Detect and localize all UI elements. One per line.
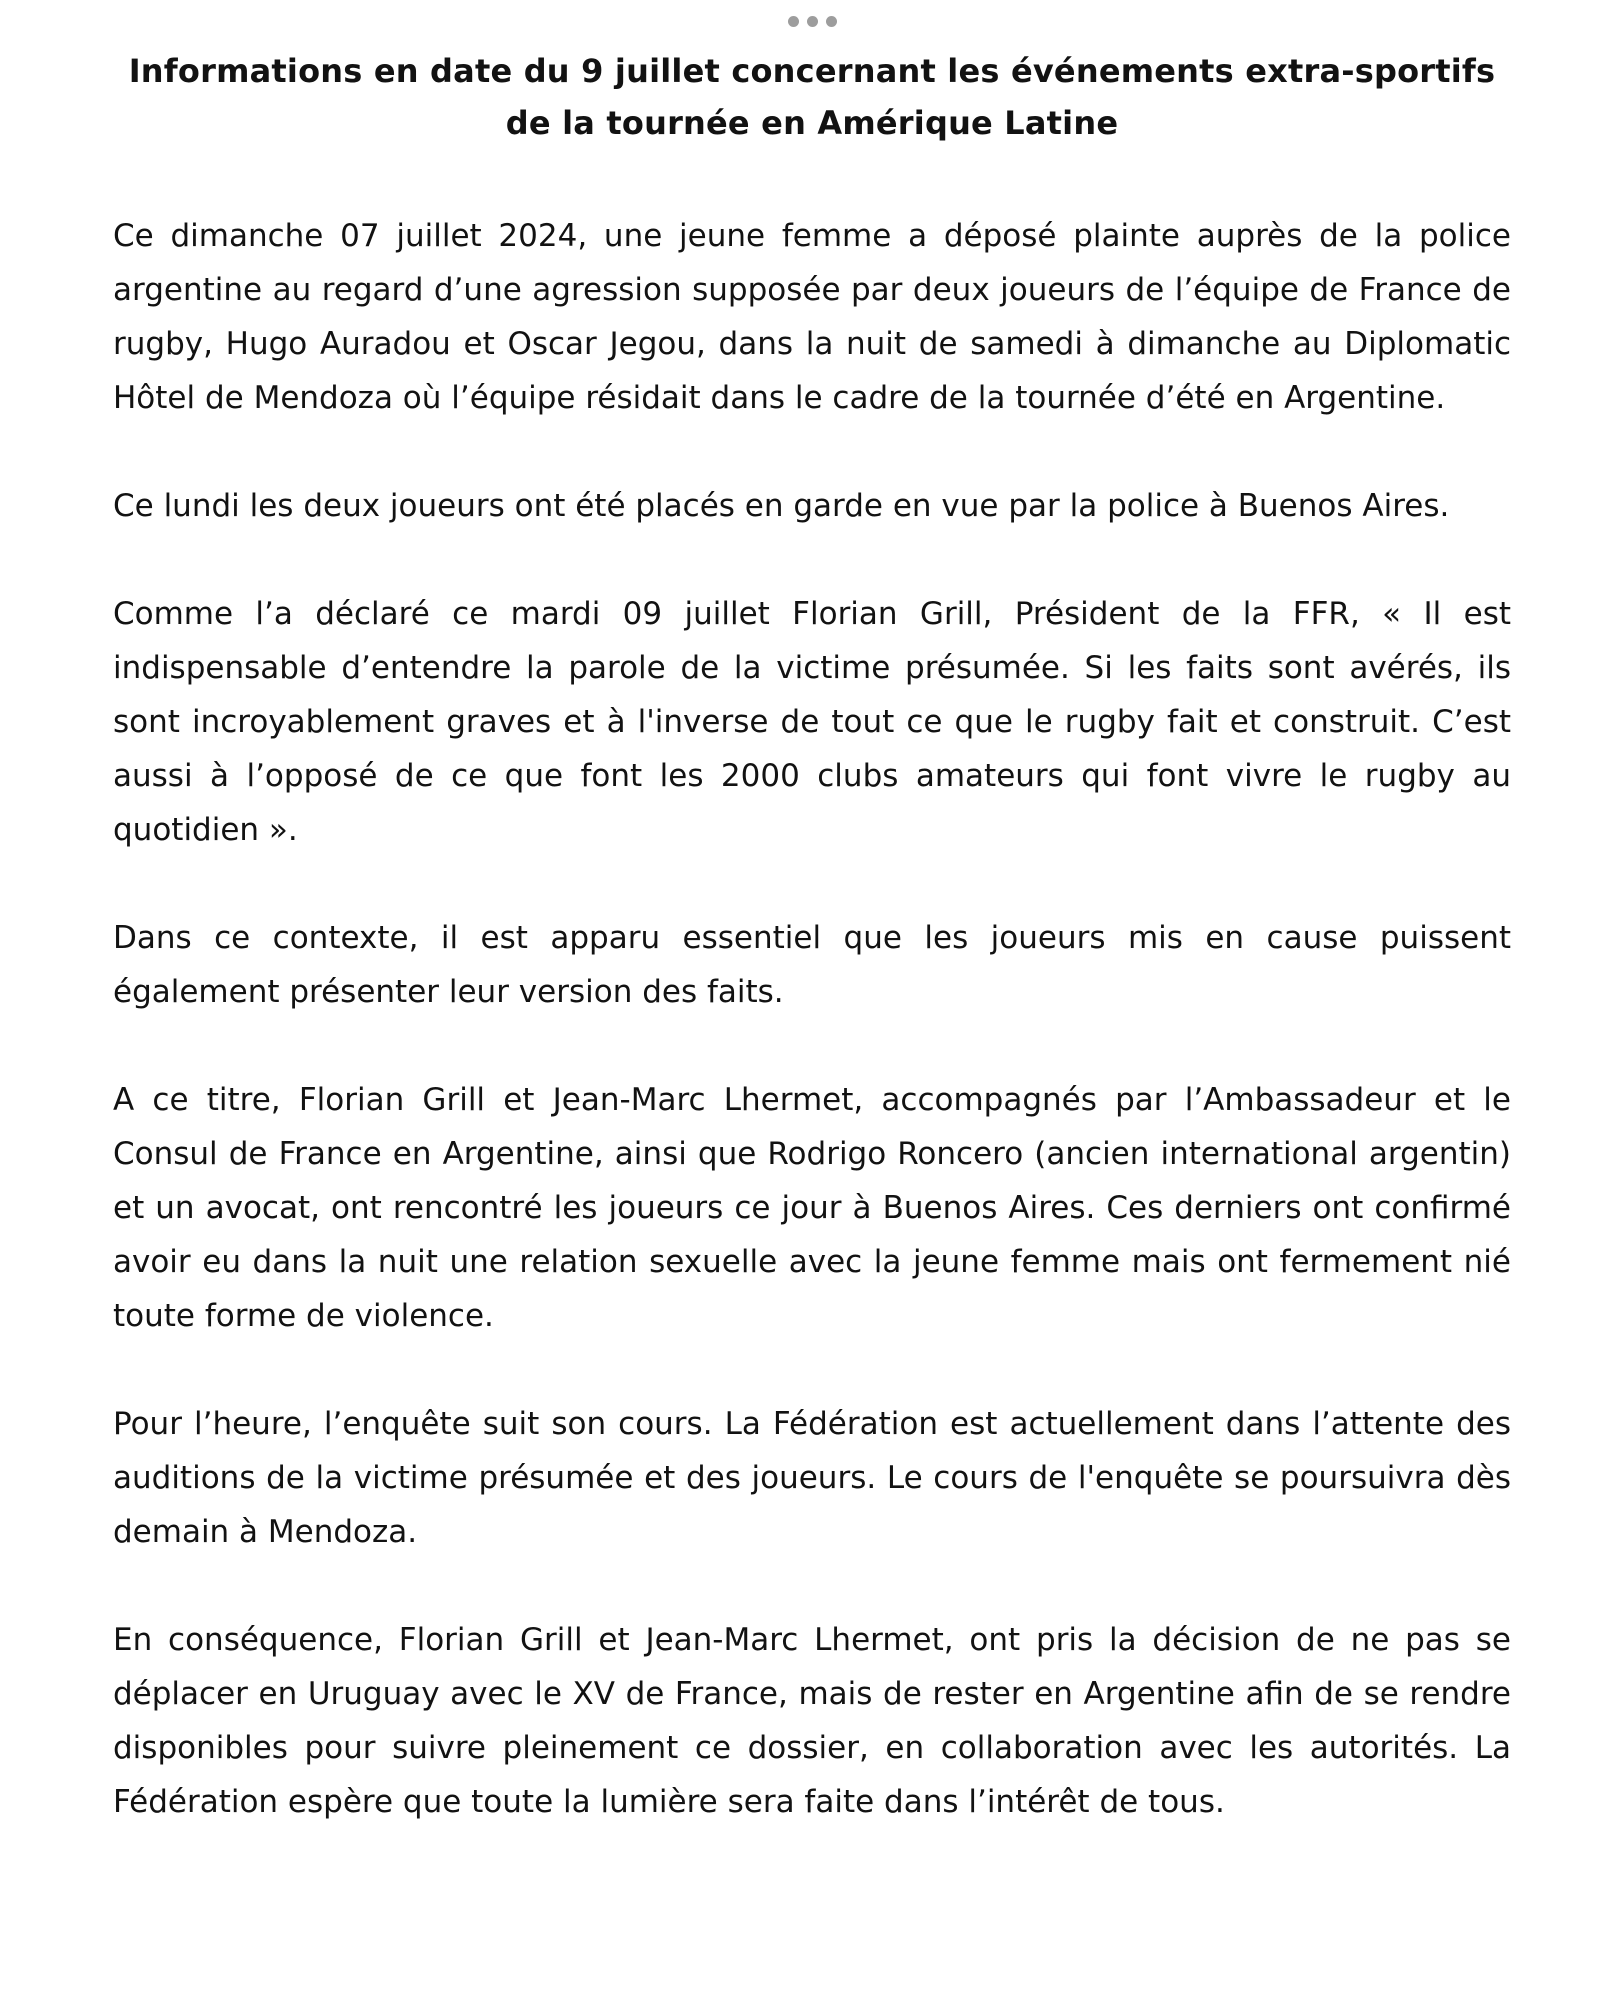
- paragraph-incident: Ce dimanche 07 juillet 2024, une jeune femme a déposé plainte auprès de la police argentine au regard d’une agression supposée par deux joueurs de l’équipe de France de rugby, Hugo Auradou et Oscar Jegou, dans la nuit de samedi à dimanche au Diplomatic Hôtel de Mendoza où l’équipe résidait dans le cadre de la tournée d’été en Argentine.: [113, 218, 1511, 416]
- paragraph-declaration-grill: Comme l’a déclaré ce mardi 09 juillet Florian Grill, Président de la FFR, « Il est indispensable d’entendre la parole de la victime présumée. Si les faits sont avérés, ils sont incroyablement graves et à l'inverse de tout ce que le rugby fait et construit. C’est aussi à l’opposé de ce que font les 2000 clubs amateurs qui font vivre le rugby au quotidien ».: [113, 596, 1511, 848]
- ellipsis-dot: [826, 16, 837, 27]
- paragraph-contexte: Dans ce contexte, il est apparu essentiel que les joueurs mis en cause puissent également présenter leur version des faits.: [113, 920, 1511, 1010]
- paragraph-decision: En conséquence, Florian Grill et Jean-Marc Lhermet, ont pris la décision de ne pas se déplacer en Uruguay avec le XV de France, mais de rester en Argentine afin de se rendre disponibles pour suivre pleinement ce dossier, en collaboration avec les autorités. La Fédération espère que toute la lumière sera faite dans l’intérêt de tous.: [113, 1622, 1511, 1820]
- document-title: [40, 45, 1584, 149]
- paragraph-rencontre-joueurs: A ce titre, Florian Grill et Jean-Marc Lhermet, accompagnés par l’Ambassadeur et le Consul de France en Argentine, ainsi que Rodrigo Roncero (ancien international argentin) et un avocat, ont rencontré les joueurs ce jour à Buenos Aires. Ces derniers ont confirmé avoir eu dans la nuit une relation sexuelle avec la jeune femme mais ont fermement nié toute forme de violence.: [113, 1082, 1511, 1334]
- document-title-line-1: Informations en date du 9 juillet concernant les événements extra-sportifs: [128, 52, 1496, 90]
- ellipsis-dot: [788, 16, 799, 27]
- ellipsis-dot: [807, 16, 818, 27]
- document-body: [113, 209, 1511, 1829]
- ellipsis-icon: [0, 0, 1624, 27]
- document-title-line-2: de la tournée en Amérique Latine: [505, 104, 1119, 142]
- paragraph-enquete: Pour l’heure, l’enquête suit son cours. La Fédération est actuellement dans l’attente des auditions de la victime présumée et des joueurs. Le cours de l'enquête se poursuivra dès demain à Mendoza.: [113, 1406, 1511, 1550]
- paragraph-garde-a-vue: Ce lundi les deux joueurs ont été placés en garde en vue par la police à Buenos Aires.: [113, 488, 1450, 524]
